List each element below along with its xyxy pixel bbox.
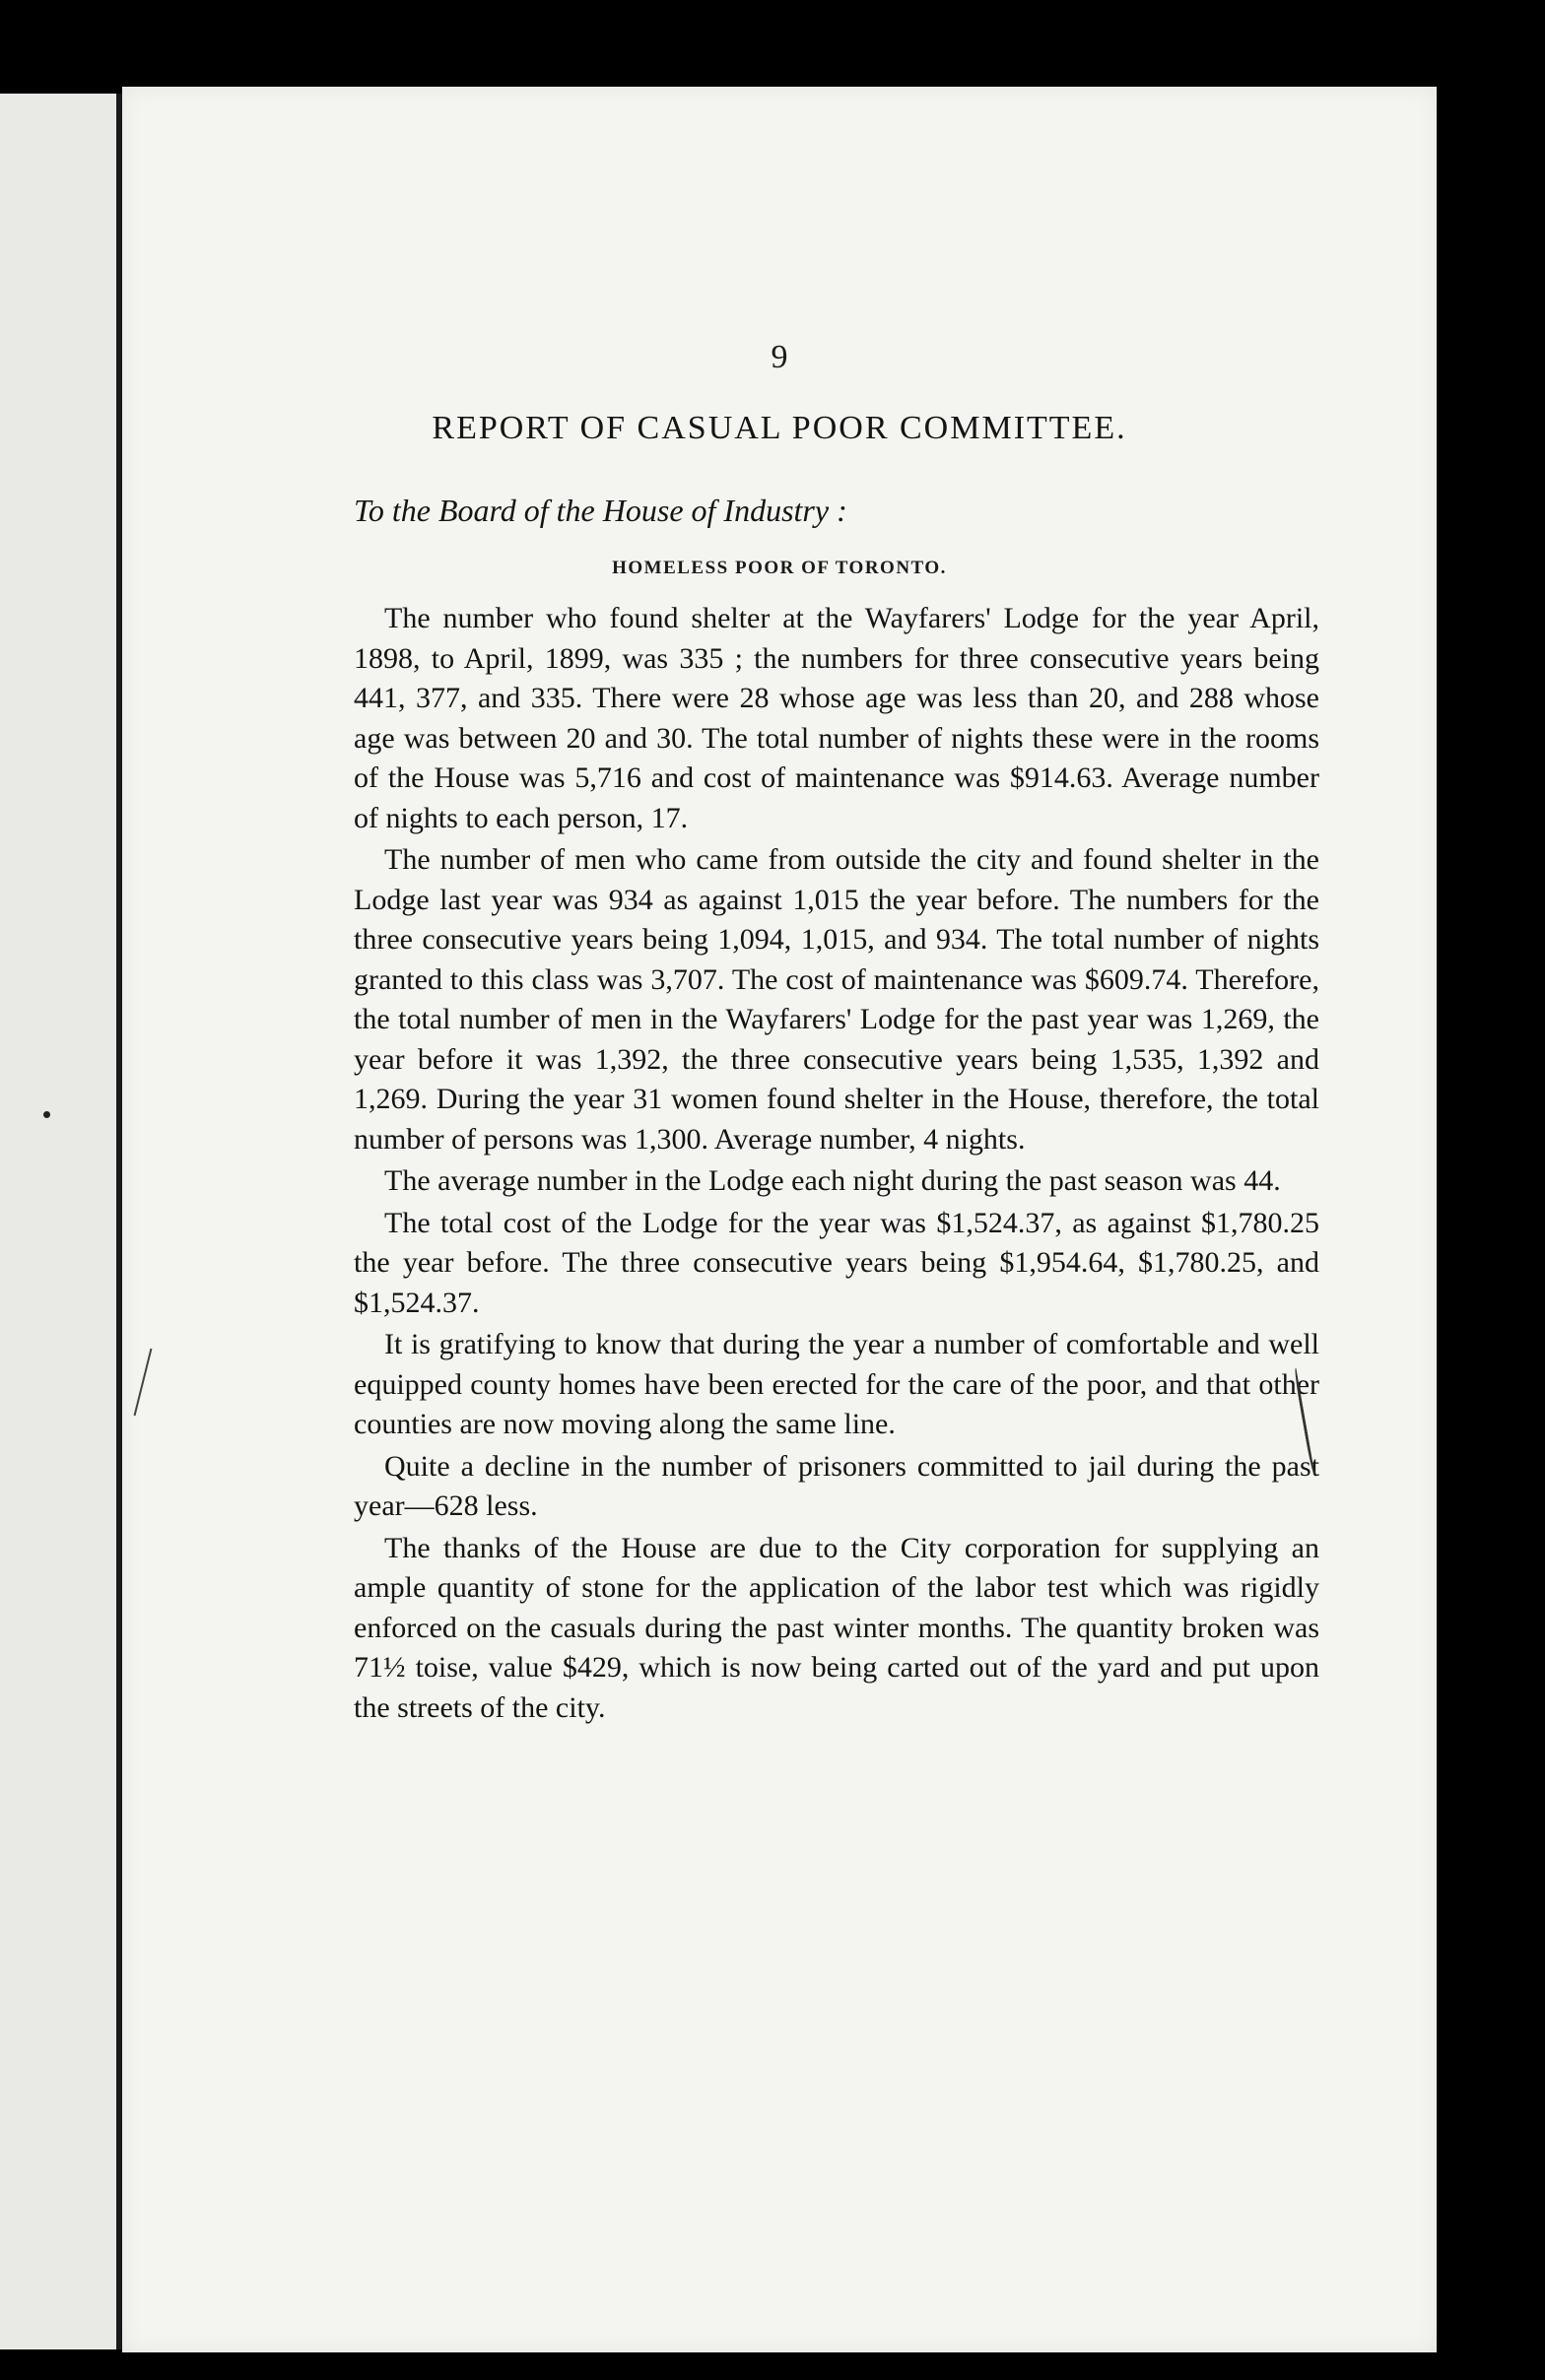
paragraph-prisoners: Quite a decline in the number of prisoners committed to jail during the past year—628 less. [354, 1449, 1319, 1522]
scan-speck [43, 1111, 50, 1118]
facing-page-edge [0, 94, 116, 2349]
paragraph-nightly-average: The average number in the Lodge each night during the past season was 44. [384, 1164, 1281, 1197]
section-heading: HOMELESS POOR OF TORONTO. [612, 558, 947, 578]
report-body [354, 599, 1319, 1730]
paragraph-labor-test: The thanks of the House are due to the City corporation for supplying an ample quantity of stone for the application of the labor test which was rigidly enforced on the casuals during the past winter months. The quantity broken was 71½ toise, value $429, which is now being carted out of the yard and put upon the streets of the city. [354, 1531, 1319, 1724]
paragraph-lodge-totals: The number who found shelter at the Wayfarers' Lodge for the year April, 1898, to April, 1899, was 335 ; the numbers for three consecutive years being 441, 377, and 335. There were 28 whose age was less than 20, and 288 whose age was between 20 and 30. The total number of nights these were in the rooms of the House was 5,716 and cost of maintenance was $914.63. Average number of nights to each person, 17. [354, 602, 1319, 834]
report-title: REPORT OF CASUAL POOR COMMITTEE. [432, 410, 1127, 446]
document-page [122, 87, 1437, 2352]
salutation: To the Board of the House of Industry : [354, 493, 847, 528]
page-number: 9 [771, 339, 788, 375]
paragraph-county-homes: It is gratifying to know that during the year a number of comfortable and well equipped county homes have been erected for the care of the poor, and that other counties are now moving along the same line. [354, 1328, 1319, 1440]
paragraph-total-cost: The total cost of the Lodge for the year was $1,524.37, as against $1,780.25 the year before. The three consecutive years being $1,954.64, $1,780.25, and $1,524.37. [354, 1206, 1319, 1319]
pencil-mark [134, 1349, 153, 1416]
paragraph-outside-men: The number of men who came from outside the city and found shelter in the Lodge last year was 934 as against 1,015 the year before. The numbers for the three consecutive years being 1,094, 1,015, and 934. The total number of nights granted to this class was 3,707. The cost of maintenance was $609.74. Therefore, the total number of men in the Wayfarers' Lodge for the past year was 1,269, the year before it was 1,392, the three consecutive years being 1,535, 1,392 and 1,269. During the year 31 women found shelter in the House, therefore, the total number of persons was 1,300. Average number, 4 nights. [354, 843, 1319, 1156]
